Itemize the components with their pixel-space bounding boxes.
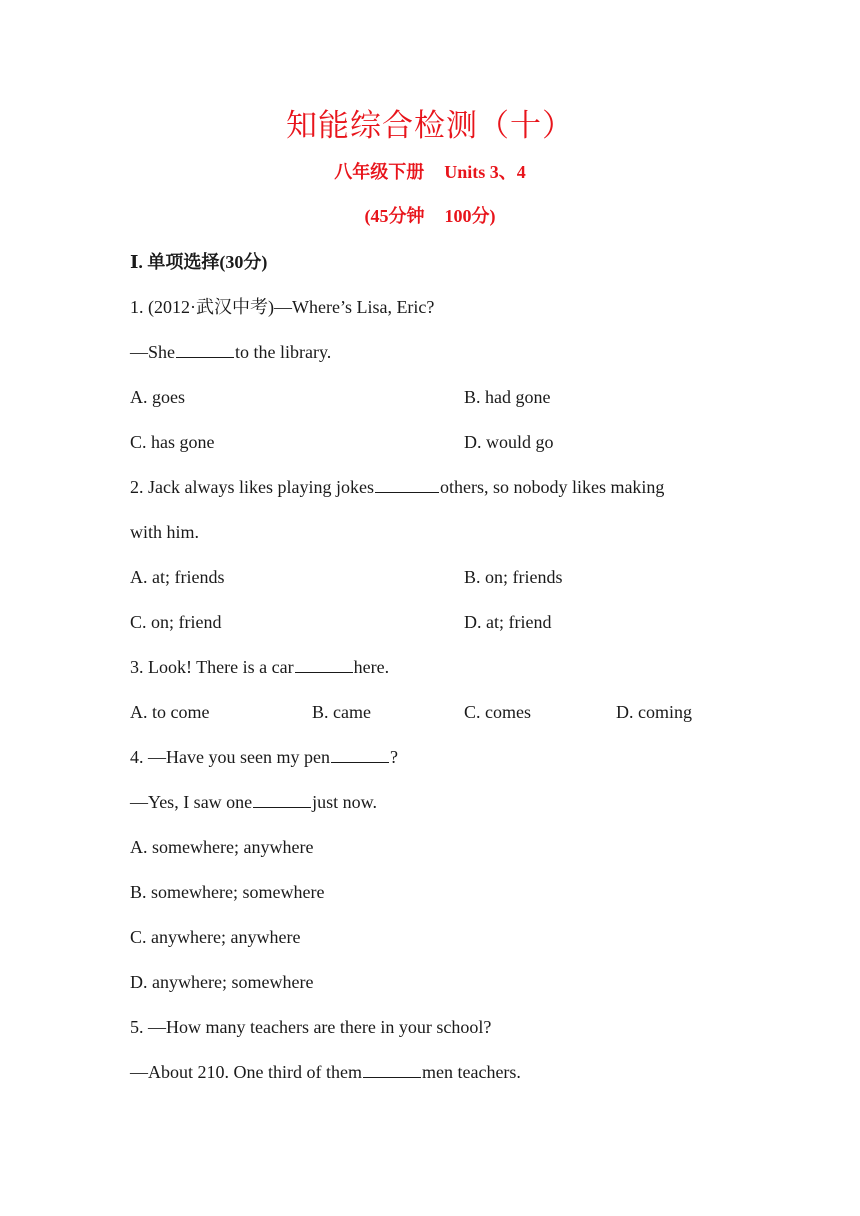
question-1-option-a: A. goes [130, 387, 185, 407]
question-5-dialogue [130, 1059, 521, 1085]
question-3-stem [130, 654, 389, 680]
subtitle-units: Units 3、4 [444, 162, 526, 182]
question-1-option-c: C. has gone [130, 432, 215, 452]
question-3-option-d: D. coming [616, 702, 692, 722]
total-score: 100分) [444, 206, 496, 226]
question-4-text-after: ? [389, 747, 398, 767]
question-2-text-after: others, so nobody likes making [439, 477, 665, 497]
question-3-text-after: here. [353, 657, 390, 677]
question-4-reply-before: —Yes, I saw one [130, 792, 253, 812]
question-1-dialogue [130, 339, 331, 365]
question-2-option-a: A. at; friends [130, 567, 225, 587]
question-1-option-b: B. had gone [464, 387, 551, 407]
question-4-dialogue [130, 789, 377, 815]
answer-blank [363, 1059, 421, 1078]
question-3-option-b: B. came [312, 702, 371, 722]
answer-blank [295, 654, 353, 673]
question-4-reply-after: just now. [312, 792, 378, 812]
subtitle-grade-units [0, 159, 860, 185]
question-2-text-before: 2. Jack always likes playing jokes [130, 477, 374, 497]
question-2-stem-continued: with him. [130, 522, 200, 542]
question-2-option-d: D. at; friend [464, 612, 552, 632]
question-4-option-d: D. anywhere; somewhere [130, 972, 314, 992]
question-3-option-a: A. to come [130, 702, 210, 722]
question-2-option-b: B. on; friends [464, 567, 563, 587]
question-2-stem [130, 474, 664, 500]
subtitle-time-score [0, 203, 860, 229]
question-4-option-c: C. anywhere; anywhere [130, 927, 301, 947]
question-2-option-c: C. on; friend [130, 612, 222, 632]
question-3-option-c: C. comes [464, 702, 531, 722]
question-5-text-after: men teachers. [421, 1062, 521, 1082]
question-5-text-before: —About 210. One third of them [130, 1062, 362, 1082]
question-4-option-a: A. somewhere; anywhere [130, 837, 314, 857]
question-4-option-b: B. somewhere; somewhere [130, 882, 325, 902]
question-1-stem: 1. (2012·武汉中考)—Where’s Lisa, Eric? [130, 297, 435, 317]
question-3-text-before: 3. Look! There is a car [130, 657, 294, 677]
answer-blank [176, 339, 234, 358]
question-4-stem [130, 744, 398, 770]
question-1-text-before: —She [130, 342, 175, 362]
question-1-text-after: to the library. [235, 342, 332, 362]
question-1-option-d: D. would go [464, 432, 554, 452]
question-5-stem: 5. —How many teachers are there in your school? [130, 1017, 492, 1037]
question-4-text-before: 4. —Have you seen my pen [130, 747, 330, 767]
time-limit: (45分钟 [364, 206, 425, 226]
answer-blank [331, 744, 389, 763]
answer-blank [375, 474, 439, 493]
page-title: 知能综合检测（十） [286, 108, 574, 144]
subtitle-grade: 八年级下册 [334, 162, 425, 182]
section-heading: Ⅰ. 单项选择(30分) [130, 252, 268, 272]
answer-blank [253, 789, 311, 808]
